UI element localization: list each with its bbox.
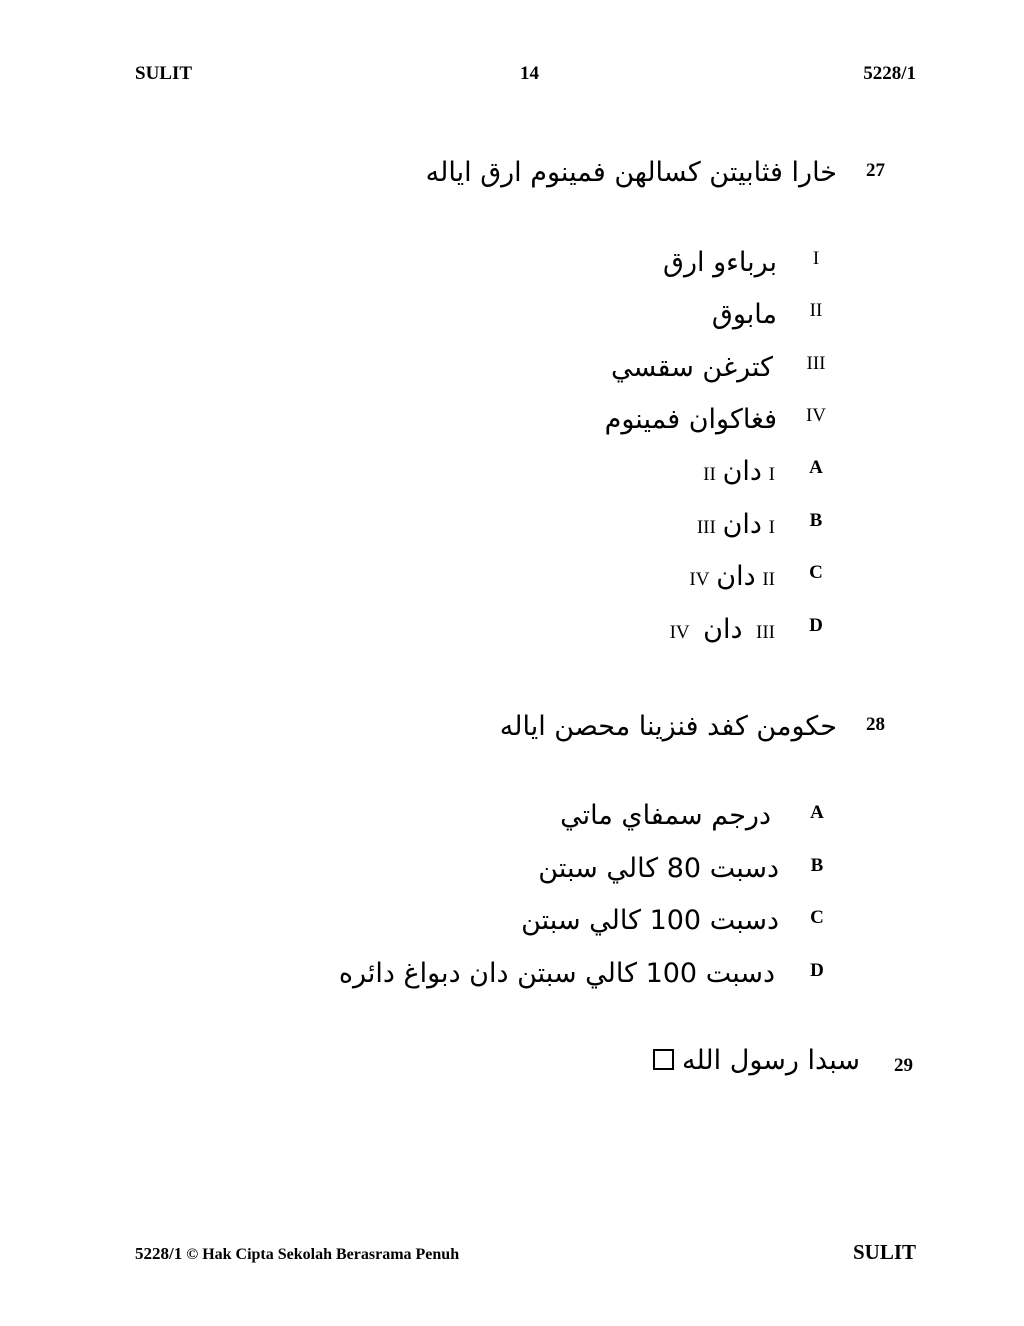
q28-option-a-text[interactable]: درجم سمفاي ماتي [560, 800, 771, 831]
q27-option-b-conj: دان [722, 509, 762, 540]
q27-item-i-text: برباءو ارق [663, 247, 777, 278]
footer-sulit-right: SULIT [852, 1240, 916, 1264]
q28-option-c-text[interactable]: دسبت 100 كالي سبتن [521, 905, 779, 936]
q27-option-a-second: II [703, 464, 716, 485]
q27-item-i-label: I [812, 248, 820, 269]
page-number: 14 [520, 63, 539, 84]
q27-item-ii-label: II [809, 300, 823, 321]
header-sulit-left: SULIT [135, 63, 193, 84]
q27-option-c-first: II [762, 569, 775, 590]
q27-item-iii-label: III [806, 353, 826, 374]
footer-copyright [135, 1244, 459, 1264]
question-27-number: 27 [866, 160, 885, 181]
q27-item-iii-text: كترغن سقسي [610, 352, 773, 383]
question-29-text: سبدا رسول الله [682, 1045, 860, 1076]
q27-option-c[interactable] [689, 561, 775, 592]
q27-option-c-second: IV [689, 569, 710, 590]
q27-item-ii-text: مابوق [711, 299, 777, 330]
q27-option-a-label: A [809, 457, 823, 478]
question-29-number: 29 [894, 1055, 913, 1076]
q28-option-c-label: C [810, 907, 824, 928]
q28-option-a-label: A [810, 802, 824, 823]
square-glyph-icon [653, 1049, 674, 1070]
q27-option-b-second: III [696, 517, 716, 538]
q27-option-b-first: I [768, 517, 775, 538]
q27-option-a-conj: دان [722, 456, 762, 487]
q27-option-d-label: D [809, 615, 823, 636]
q28-option-d-label: D [810, 960, 824, 981]
question-28-text: حكومن كفد فنزينا محصن اياله [499, 711, 837, 742]
q27-option-d-second: IV [669, 622, 690, 643]
question-27-text: خارا فثابيتن كسالهن فمينوم ارق اياله [425, 157, 837, 188]
q27-item-iv-text: فغاكوان فمينوم [604, 404, 777, 435]
paper-code-header: 5228/1 [863, 63, 916, 84]
q27-option-d-first: III [756, 622, 775, 643]
q27-option-d[interactable] [670, 614, 775, 645]
question-28-number: 28 [866, 714, 885, 735]
q27-option-a[interactable] [703, 456, 775, 487]
q27-option-d-conj: دان [703, 614, 743, 645]
question-29 [653, 1045, 860, 1076]
q27-item-iv-label: IV [805, 405, 827, 426]
footer-paper-code: 5228/1 [135, 1244, 183, 1263]
q27-option-c-label: C [809, 562, 823, 583]
q28-option-d-text[interactable]: دسبت 100 كالي سبتن دان دبواغ دائره [338, 958, 775, 989]
q28-option-b-label: B [810, 855, 824, 876]
q27-option-a-first: I [768, 464, 775, 485]
q27-option-b[interactable] [697, 509, 775, 540]
q28-option-b-text[interactable]: دسبت 80 كالي سبتن [538, 853, 779, 884]
footer-copyright-text: © Hak Cipta Sekolah Berasrama Penuh [186, 1246, 460, 1263]
q27-option-c-conj: دان [716, 561, 756, 592]
q27-option-b-label: B [809, 510, 823, 531]
